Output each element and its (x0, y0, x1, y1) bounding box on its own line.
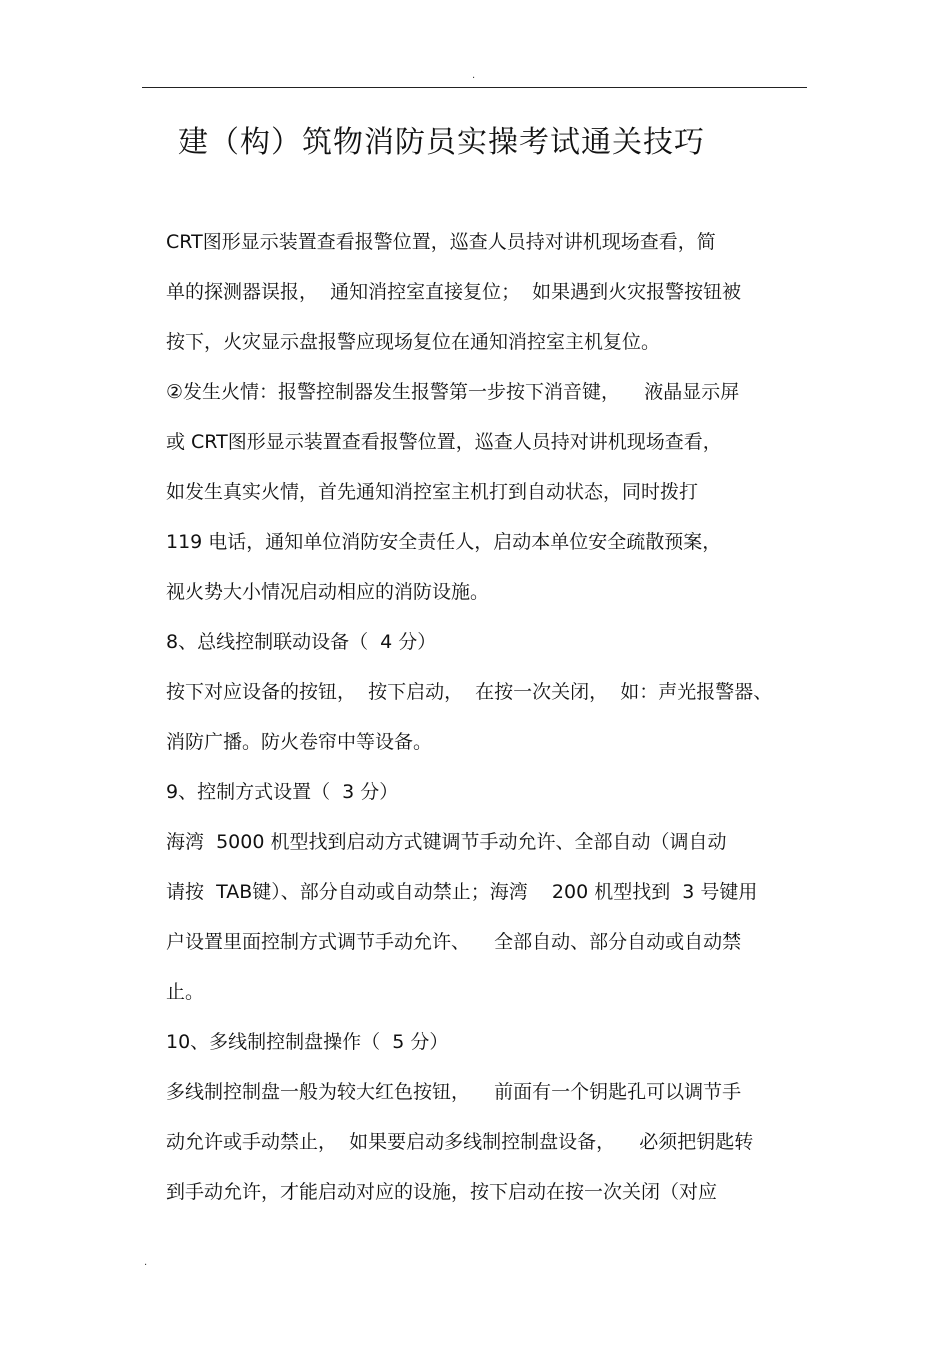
text-line: 或 CRT图形显示装置查看报警位置，巡查人员持对讲机现场查看， (166, 431, 722, 453)
section-heading: 8、总线控制联动设备（ 4 分） (166, 631, 437, 653)
text-line: 止。 (166, 981, 205, 1003)
text-line: 单的探测器误报， 通知消控室直接复位； 如果遇到火灾报警按钮被 (166, 281, 742, 303)
text-line: 视火势大小情况启动相应的消防设施。 (166, 581, 490, 603)
text-line: 动允许或手动禁止， 如果要启动多线制控制盘设备， 必须把钥匙转 (166, 1131, 754, 1153)
body-text (166, 217, 806, 1217)
text-line: CRT图形显示装置查看报警位置，巡查人员持对讲机现场查看，简 (166, 231, 716, 253)
text-line: 多线制控制盘一般为较大红色按钮， 前面有一个钥匙孔可以调节手 (166, 1081, 742, 1103)
text-line: 按下，火灾显示盘报警应现场复位在通知消控室主机复位。 (166, 331, 661, 353)
header-rule (142, 87, 807, 88)
document-title: 建（构）筑物消防员实操考试通关技巧 (178, 125, 705, 160)
text-line: 消防广播。防火卷帘中等设备。 (166, 731, 433, 753)
section-heading: 10、多线制控制盘操作（ 5 分） (166, 1031, 449, 1053)
text-line: 海湾 5000 机型找到启动方式键调节手动允许、全部自动（调自动 (166, 831, 727, 853)
text-line: 如发生真实火情，首先通知消控室主机打到自动状态，同时拨打 (166, 481, 699, 503)
text-line: ②发生火情：报警控制器发生报警第一步按下消音键， 液晶显示屏 (166, 381, 740, 403)
text-line: 请按 TAB键）、部分自动或自动禁止；海湾 200 机型找到 3 号键用 (166, 881, 758, 903)
header-dot: · (472, 73, 476, 84)
text-line: 119 电话，通知单位消防安全责任人，启动本单位安全疏散预案， (166, 531, 722, 553)
footer-dot: . (144, 1257, 148, 1268)
text-line: 户设置里面控制方式调节手动允许、 全部自动、部分自动或自动禁 (166, 931, 742, 953)
text-line: 到手动允许，才能启动对应的设施，按下启动在按一次关闭（对应 (166, 1181, 718, 1203)
section-heading: 9、控制方式设置（ 3 分） (166, 781, 399, 803)
text-line: 按下对应设备的按钮， 按下启动， 在按一次关闭， 如：声光报警器、 (166, 681, 773, 703)
